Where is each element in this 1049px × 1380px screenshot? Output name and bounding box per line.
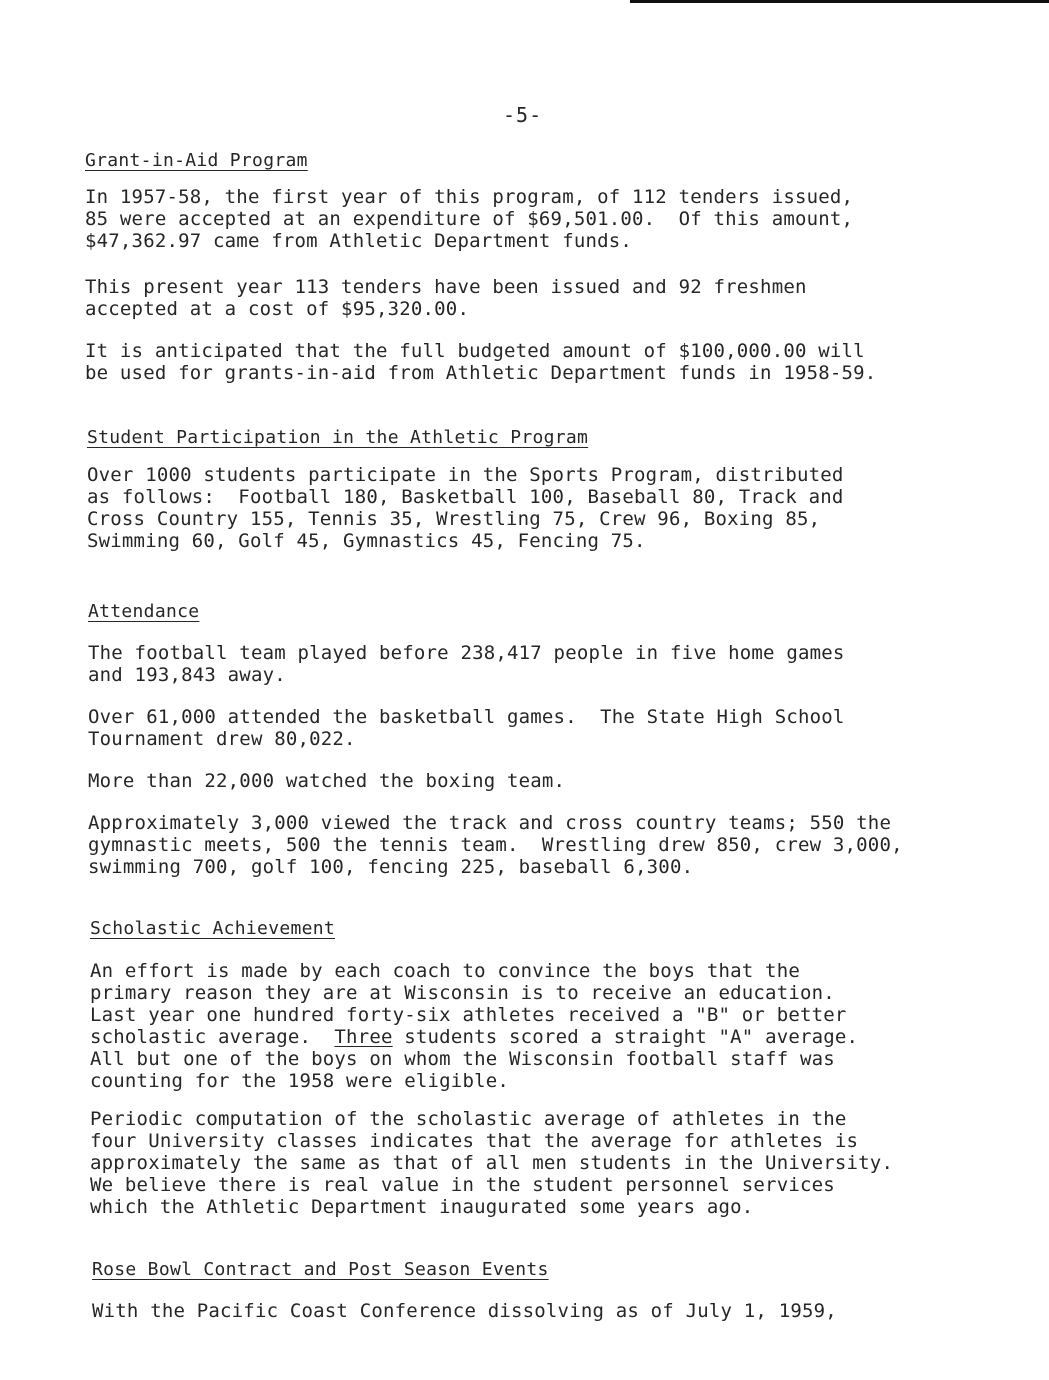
paragraph-rose-bowl-pcc — [92, 1300, 837, 1322]
text-line: 85 were accepted at an expenditure of $69,501.00. Of this amount, — [85, 208, 854, 230]
text-line: counting for the 1958 were eligible. — [90, 1070, 510, 1092]
text-line-with-emphasis — [90, 1026, 858, 1048]
text-line: approximately the same as that of all men students in the University. — [90, 1152, 894, 1174]
text-line: The football team played before 238,417 people in five home games — [88, 642, 845, 664]
paragraph-participation-counts — [87, 464, 844, 552]
text-line: swimming 700, golf 100, fencing 225, baseball 6,300. — [88, 856, 694, 878]
text-line: be used for grants-in-aid from Athletic Department funds in 1958-59. — [85, 362, 877, 384]
text-line: Periodic computation of the scholastic average of athletes in the — [90, 1108, 847, 1130]
text-line: Swimming 60, Golf 45, Gymnastics 45, Fencing 75. — [87, 530, 646, 552]
text-line: Tournament drew 80,022. — [88, 728, 356, 750]
text-line: It is anticipated that the full budgeted amount of $100,000.00 will — [85, 340, 865, 362]
page-number: -5- — [503, 103, 543, 127]
text-line: four University classes indicates that the average for athletes is — [90, 1130, 859, 1152]
paragraph-attendance-boxing — [88, 770, 565, 792]
heading-attendance: Attendance — [88, 601, 200, 622]
paragraph-grant-present-year — [85, 276, 807, 320]
heading-rose-bowl: Rose Bowl Contract and Post Season Events — [92, 1259, 549, 1280]
text-line: Over 1000 students participate in the Sports Program, distributed — [87, 464, 844, 486]
text-line: Approximately 3,000 viewed the track and cross country teams; 550 the — [88, 812, 892, 834]
text-line: Last year one hundred forty-six athletes received a "B" or better — [90, 1004, 847, 1026]
text-line: This present year 113 tenders have been issued and 92 freshmen — [85, 276, 807, 298]
text-line: In 1957-58, the first year of this program, of 112 tenders issued, — [85, 186, 854, 208]
text-line: An effort is made by each coach to convince the boys that the — [90, 960, 800, 982]
text-line: $47,362.97 came from Athletic Department funds. — [85, 230, 633, 252]
text-segment: scholastic average. — [90, 1026, 335, 1048]
top-edge-rule — [630, 0, 1049, 3]
paragraph-grant-first-year — [85, 186, 853, 252]
text-line: With the Pacific Coast Conference dissolving as of July 1, 1959, — [92, 1300, 837, 1322]
paragraph-attendance-football — [88, 642, 845, 686]
paragraph-scholastic-computation — [90, 1108, 893, 1218]
underlined-emphasis: Three — [334, 1026, 393, 1048]
text-line: which the Athletic Department inaugurated some years ago. — [90, 1196, 754, 1218]
heading-student-participation: Student Participation in the Athletic Program — [87, 427, 589, 448]
text-line: as follows: Football 180, Basketball 100, Baseball 80, Track and — [87, 486, 844, 508]
paragraph-grant-anticipated — [85, 340, 876, 384]
text-line: More than 22,000 watched the boxing team. — [88, 770, 566, 792]
text-line: and 193,843 away. — [88, 664, 286, 686]
text-line: All but one of the boys on whom the Wisconsin football staff was — [90, 1048, 835, 1070]
text-line: accepted at a cost of $95,320.00. — [85, 298, 470, 320]
paragraph-attendance-basketball — [88, 706, 845, 750]
heading-scholastic-achievement: Scholastic Achievement — [90, 918, 336, 939]
text-line: Cross Country 155, Tennis 35, Wrestling 75, Crew 96, Boxing 85, — [87, 508, 821, 530]
text-line: gymnastic meets, 500 the tennis team. Wrestling drew 850, crew 3,000, — [88, 834, 903, 856]
text-line: We believe there is real value in the student personnel services — [90, 1174, 835, 1196]
text-segment: students scored a straight "A" average. — [392, 1026, 859, 1048]
text-line: primary reason they are at Wisconsin is to receive an education. — [90, 982, 835, 1004]
paragraph-attendance-other-sports — [88, 812, 903, 878]
paragraph-scholastic-effort — [90, 960, 858, 1092]
heading-grant-in-aid: Grant-in-Aid Program — [85, 150, 308, 171]
text-line: Over 61,000 attended the basketball games. The State High School — [88, 706, 845, 728]
